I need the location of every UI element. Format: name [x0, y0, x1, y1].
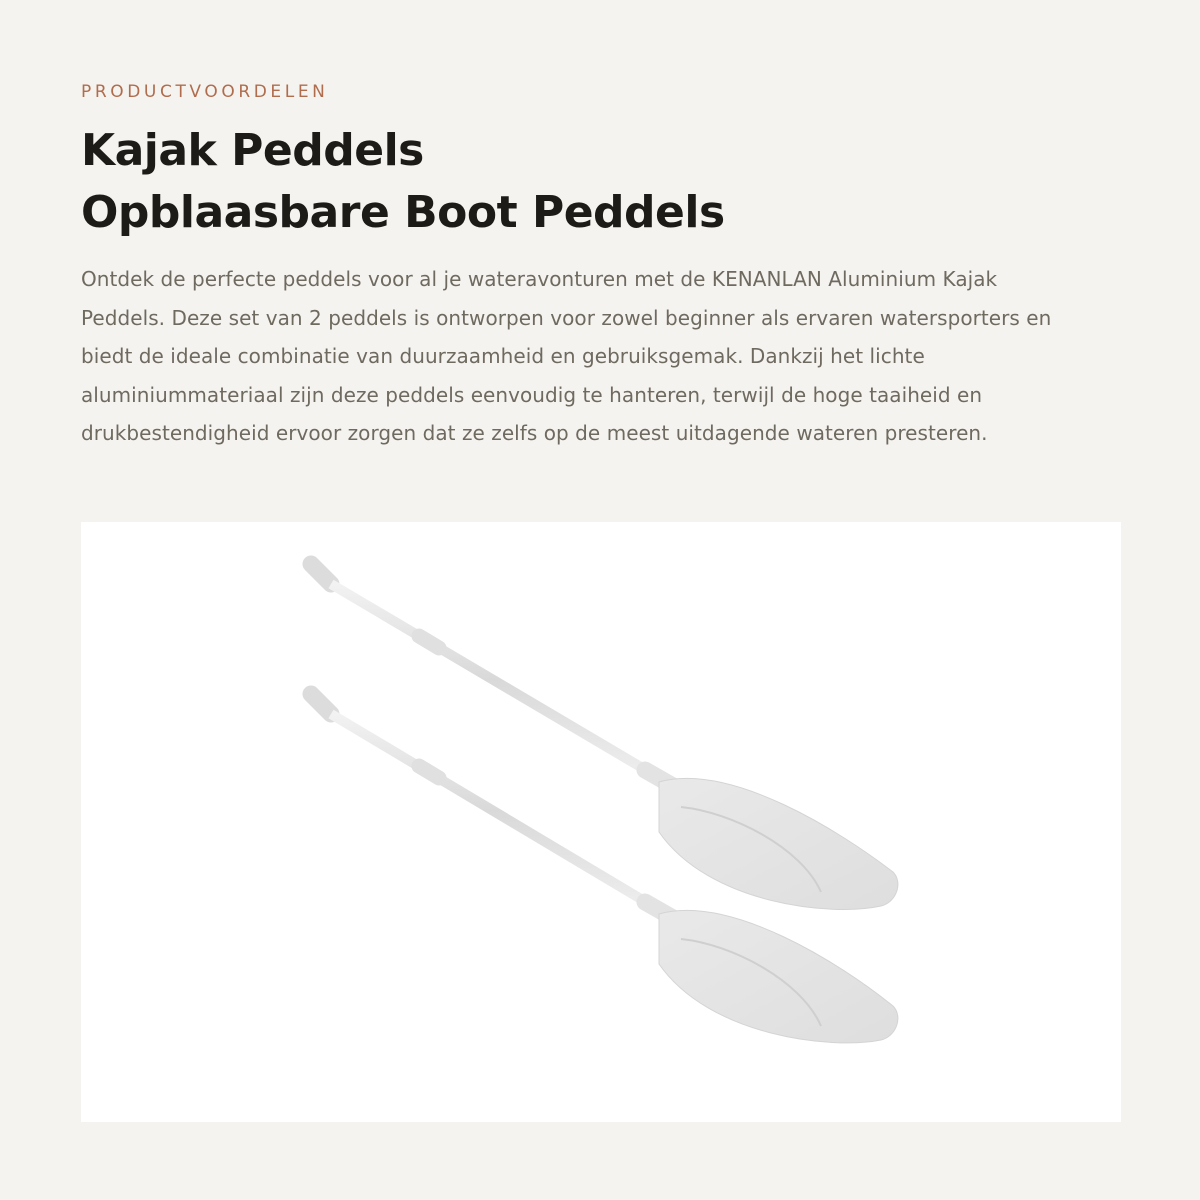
- product-image: [81, 522, 1121, 1122]
- product-description: Ontdek de perfecte peddels voor al je wateravonturen met de KENANLAN Aluminium Kajak Peddels. Deze set van 2 peddels is ontworpen voor zowel beginner als ervaren watersporters en biedt de ideale combinatie van duurzaamheid en gebruiksgemak. Dankzij het lichte aluminiummateriaal zijn deze peddels eenvoudig te hanteren, terwijl de hoge taaiheid en drukbestendigheid ervoor zorgen dat ze zelfs op de meest uitdagende wateren presteren.: [81, 267, 1052, 446]
- title-line-2: Opblaasbare Boot Peddels: [81, 187, 725, 238]
- paddles-illustration: [81, 522, 1121, 1122]
- title-line-1: Kajak Peddels: [81, 125, 424, 176]
- page-title: [81, 120, 725, 244]
- paddle-upper: [311, 564, 898, 909]
- section-eyebrow: PRODUCTVOORDELEN: [81, 82, 329, 102]
